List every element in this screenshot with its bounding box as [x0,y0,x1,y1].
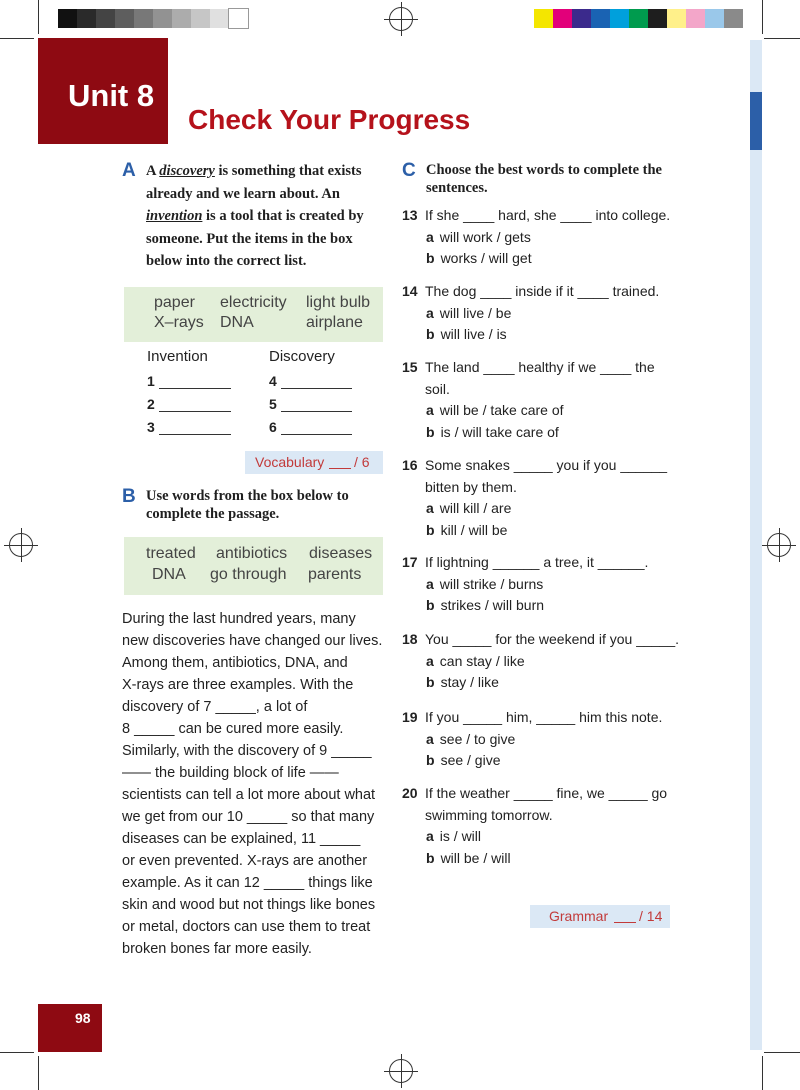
word-box-item: light bulb [306,294,371,311]
option-letter: b [426,521,435,538]
answer-option-b[interactable] [426,424,559,440]
answer-option-a[interactable] [426,402,564,418]
page-title: Check Your Progress [188,104,471,135]
crop-mark [764,1052,800,1053]
gray-swatch [210,9,229,28]
crop-mark [762,1056,763,1090]
option-text: is / will take care of [440,423,559,440]
option-letter: b [426,752,435,768]
answer-option-b[interactable] [426,250,532,266]
question-number: 15 [402,359,418,375]
word-box-item: treated [146,545,196,562]
side-strip [750,40,762,1050]
question-text: If the weather _____ fine, we _____ go [425,785,668,801]
crop-mark [0,38,34,39]
color-swatch [686,9,705,28]
answer-option-b[interactable] [426,522,507,538]
answer-blank[interactable] [159,411,231,412]
answer-number: 2 [147,396,155,412]
grammar-score-box [530,905,670,928]
color-swatch [629,9,648,28]
answer-number: 3 [147,419,155,435]
option-letter: a [426,828,434,844]
option-letter: b [426,423,435,440]
passage-line: or metal, doctors can use them to treat [122,919,371,935]
word-box-item: diseases [309,545,373,562]
option-letter: b [426,849,435,866]
passage-line: scientists can tell a lot more about what [122,787,376,803]
option-letter: b [426,326,435,342]
option-text: stay / like [440,674,499,690]
option-text: will be / take care of [439,402,564,418]
option-letter: a [426,304,434,321]
color-swatch [724,9,743,28]
question-number: 14 [402,283,418,299]
color-swatch [553,9,572,28]
answer-option-b[interactable] [426,850,511,866]
option-letter: a [426,730,434,747]
question-number: 18 [402,631,418,647]
question-text: The dog ____ inside if it ____ trained. [425,283,660,299]
word-box-item: X–rays [154,314,204,331]
word-box-item: electricity [220,294,287,311]
registration-mark-icon [9,533,33,557]
color-swatch [705,9,724,28]
passage-line: Among them, antibiotics, DNA, and [122,655,348,671]
registration-mark-icon [389,7,413,31]
answer-option-a[interactable] [426,305,511,321]
color-swatch [667,9,686,28]
option-text: see / give [440,752,501,768]
option-letter: a [426,228,434,245]
gray-swatch [191,9,210,28]
answer-blank[interactable] [281,411,352,412]
keyword-invention: invention [146,208,203,224]
question-text: If lightning ______ a tree, it ______. [425,554,649,570]
passage-line: 8 _____ can be cured more easily. [122,721,344,737]
answer-blank[interactable] [159,434,231,435]
score-label: Grammar [549,908,609,924]
question-text: Some snakes _____ you if you ______ [425,457,668,473]
passage-line: example. As it can 12 _____ things like [122,875,373,891]
section-c-letter: C [402,160,416,181]
answer-option-a[interactable] [426,229,531,245]
score-total: / 6 [354,454,370,470]
unit-label: Unit 8 [68,78,155,113]
gray-swatch [229,9,248,28]
answer-option-b[interactable] [426,597,544,613]
question-number: 19 [402,709,418,725]
page-number: 98 [75,1010,91,1026]
option-text: can stay / like [439,652,525,669]
color-swatch [591,9,610,28]
gray-swatch [77,9,96,28]
option-text: is / will [439,828,482,844]
passage-line: or even prevented. X-rays are another [122,853,368,869]
registration-mark-icon [767,533,791,557]
option-text: will work / gets [439,228,531,245]
section-b-letter: B [122,486,136,507]
question-number: 20 [402,785,418,801]
word-box-item: parents [308,566,362,583]
word-box-item: DNA [220,314,254,331]
gray-swatch [58,9,77,28]
word-box-item: paper [154,294,195,311]
crop-mark [38,0,39,34]
passage-line: X-rays are three examples. With the [122,677,354,693]
question-number: 17 [402,554,418,570]
answer-option-a[interactable] [426,731,515,747]
answer-blank[interactable] [159,388,231,389]
answer-option-a[interactable] [426,576,543,592]
option-letter: a [426,575,434,592]
question-text: You _____ for the weekend if you _____. [425,631,680,647]
color-swatch [534,9,553,28]
word-box-item: antibiotics [216,545,288,562]
section-a-instruction: A discovery is something that exists already and we learn about. An invention is a tool that is created by someone. Put the items in the box below into the correct list. [146,163,364,269]
option-letter: b [426,250,435,266]
section-b-instruction: Use words from the box below to complete the passage. [146,488,349,522]
column-heading-invention: Invention [147,348,208,365]
side-tab [750,92,762,150]
word-box-item: airplane [306,314,363,331]
keyword-discovery: discovery [159,163,215,179]
passage-line: discovery of 7 _____, a lot of [122,699,308,715]
answer-number: 1 [147,373,155,389]
reading-passage [122,608,392,960]
answer-option-b[interactable] [426,752,501,768]
word-box-item: go through [210,566,287,583]
option-letter: a [426,402,434,418]
gray-swatch [153,9,172,28]
question-text: The land ____ healthy if we ____ the [425,359,655,375]
question-number: 13 [402,207,418,223]
answer-number: 6 [269,419,277,435]
option-letter: b [426,597,435,613]
score-label: Vocabulary [255,454,325,470]
column-heading-discovery: Discovery [269,348,335,365]
option-text: will strike / burns [439,575,544,592]
passage-line: Similarly, with the discovery of 9 _____ [122,743,372,759]
answer-option-a[interactable] [426,653,525,669]
page-number-badge [38,1004,102,1052]
question-text: If you _____ him, _____ him this note. [425,709,663,725]
score-blank[interactable] [329,468,351,469]
answer-option-a[interactable] [426,500,511,516]
answer-blank[interactable] [281,388,352,389]
answer-number: 5 [269,396,277,412]
question-number: 16 [402,457,418,473]
section-a-letter: A [122,160,136,181]
answer-option-b[interactable] [426,326,507,342]
question-text: swimming tomorrow. [425,806,553,823]
answer-option-a[interactable] [426,828,481,844]
crop-mark [764,38,800,39]
option-text: will live / is [440,326,507,342]
gray-swatch [96,9,115,28]
answer-option-b[interactable] [426,674,499,690]
gray-swatch [115,9,134,28]
color-swatch [648,9,667,28]
option-letter: b [426,674,435,690]
passage-line: skin and wood but not things like bones [122,897,376,913]
vocabulary-score-box [245,451,383,474]
answer-number: 4 [269,373,277,389]
color-swatch [572,9,591,28]
gray-swatch [134,9,153,28]
option-text: strikes / will burn [440,597,545,613]
crop-mark [38,1056,39,1090]
color-swatch [610,9,629,28]
crop-mark [762,0,763,34]
passage-line: diseases can be explained, 11 _____ [122,831,361,847]
passage-line: broken bones far more easily. [122,941,312,957]
passage-line: new discoveries have changed our lives. [122,633,383,649]
score-blank[interactable] [614,922,636,923]
word-box-item: DNA [152,566,186,583]
question-text: If she ____ hard, she ____ into college. [425,207,671,223]
section-c-instruction: Choose the best words to complete the sentences. [426,162,662,196]
score-total: / 14 [639,908,663,924]
option-text: will be / will [440,849,511,866]
option-text: will live / be [439,304,512,321]
gray-swatch [172,9,191,28]
passage-line: —— the building block of life —— [122,765,339,781]
option-text: see / to give [439,730,516,747]
option-text: works / will get [440,250,532,266]
option-text: will kill / are [439,500,512,516]
answer-blank[interactable] [281,434,352,435]
passage-line: During the last hundred years, many [122,611,356,627]
registration-mark-icon [389,1059,413,1083]
option-letter: a [426,500,434,516]
option-letter: a [426,652,434,669]
option-text: kill / will be [440,521,508,538]
passage-line: we get from our 10 _____ so that many [122,809,375,825]
question-text: soil. [425,380,450,397]
crop-mark [0,1052,34,1053]
question-text: bitten by them. [425,478,517,495]
